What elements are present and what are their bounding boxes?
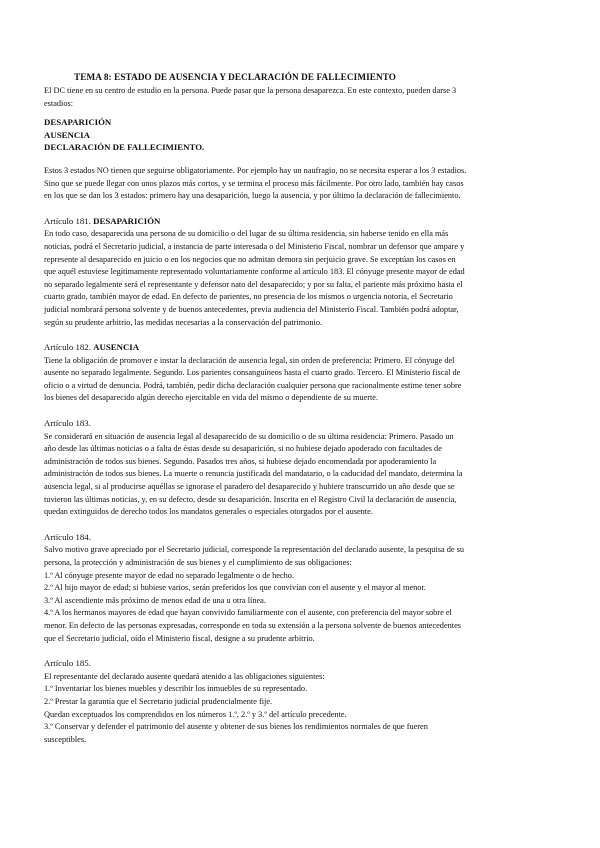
article-line: administración de todos sus bienes. La muerte o renuncia justificada del mandatario, o la caducidad del mandato, determina la (44, 469, 463, 479)
article-line: 4.º A los hermanos mayores de edad que hayan convivido familiarmente con el ausente, con preferencia del mayor sobre el (44, 608, 452, 618)
article-line: judicial nombrará persona solvente y de buenos antecedentes, previa audiencia del Ministerio Fiscal. También podrá adoptar, (44, 304, 459, 314)
intro-paragraph (44, 85, 564, 110)
article-heading (44, 531, 564, 544)
article-heading (44, 215, 564, 228)
explanation-paragraph (44, 165, 564, 203)
article-line: Se considerará en situación de ausencia legal al desaparecido de su domicilio o de su última residencia: Primero. Pasado un (44, 431, 454, 441)
stage-heading-ausencia: AUSENCIA (44, 129, 90, 140)
article-line: no separado legalmente será el representante y defensor nato del desaparecido; y por su falta, el pariente más próximo hasta el (44, 279, 463, 289)
explanation-line: Sino que se puede llegar con unos plazos más cortos, y se termina el proceso más fácilmente. Por otro lado, también hay casos (44, 178, 464, 188)
article-line: menor. En defecto de las personas expresadas, corresponde en toda su extensión a la persona solvente de buenos antecedentes (44, 620, 461, 630)
article-line: Salvo motivo grave apreciado por el Secretario judicial, corresponde la representación del declarado ausente, la pesquisa de su (44, 545, 464, 555)
article-line: ausencia legal, si al producirse aquéllas se ignorase el paradero del desaparecido y hubiere transcurrido un año desde que se (44, 482, 455, 492)
article-line: tuvieron las últimas noticias, y, en su defecto, desde su desaparición. Inscrita en el Registro Civil la declaración de ausencia, (44, 494, 457, 504)
article-heading (44, 417, 564, 430)
article-line: los bienes del desaparecido algún derecho ejercitable en vida del mismo o dependiente de su muerte. (44, 393, 379, 403)
stages-list (44, 116, 564, 154)
document-page (44, 72, 564, 746)
article-line: persona, la protección y administración de sus bienes y el cumplimiento de sus obligaciones: (44, 558, 352, 567)
article-line: administración de todos sus bienes. Segundo. Pasados tres años, si hubiese dejado encomendada por apoderamiento la (44, 456, 437, 466)
document-title: TEMA 8: ESTADO DE AUSENCIA Y DECLARACIÓN DE FALLECIMIENTO (74, 72, 397, 82)
article-heading (44, 341, 564, 354)
article-line: 2.º Al hijo mayor de edad; si hubiese varios, serán preferidos los que convivían con el ausente y el mayor al menor. (44, 583, 426, 593)
article-line: que el Secretario judicial, oído el Ministerio fiscal, designe a su prudente arbitrio. (44, 633, 315, 643)
article-184 (44, 531, 564, 645)
article-number: Artículo 181. (44, 215, 91, 226)
article-name: DESAPARICIÓN (93, 215, 161, 226)
article-line: año desde las últimas noticias o a falta de éstas desde su desaparición, si no hubiese dejado apoderado con facultades de (44, 444, 442, 454)
article-number: Artículo 183. (44, 418, 91, 429)
article-line: represente al desaparecido en juicio o en los negocios que no admitan demora sin perjuicio grave. Se exceptúan los casos en (44, 254, 456, 264)
article-number: Artículo 185. (44, 658, 91, 669)
article-183 (44, 417, 564, 519)
article-line: 1.º Al cónyuge presente mayor de edad no separado legalmente o de hecho. (44, 570, 295, 580)
article-number: Artículo 184. (44, 531, 91, 542)
article-line: 2.º Prestar la garantía que el Secretario judicial prudencialmente fije. (44, 696, 273, 706)
article-line: según su prudente arbitrio, las medidas necesarias a la conservación del patrimonio. (44, 317, 323, 327)
article-181 (44, 215, 564, 329)
article-line: quedan extinguidos de derecho todos los mandatos generales o especiales otorgados por el ausente. (44, 507, 373, 517)
article-line: susceptibles. (44, 734, 87, 744)
article-185 (44, 657, 564, 746)
article-line: 3.º Conservar y defender el patrimonio del ausente y obtener de sus bienes los rendimientos normales de que fueren (44, 722, 428, 732)
article-182 (44, 341, 564, 405)
article-line: En todo caso, desaparecida una persona de su domicilio o del lugar de su última residencia, sin haberse tenido en ella más (44, 229, 449, 239)
article-line: que aquél estuviese legítimamente representado voluntariamente conforme al artículo 183. El cónyuge presente mayor de edad (44, 267, 465, 277)
article-line: 1.º Inventariar los bienes muebles y describir los inmuebles de su representado. (44, 684, 308, 694)
intro-line: El DC tiene en su centro de estudio en la persona. Puede pasar que la persona desaparezca. En este contexto, pueden darse 3 (44, 86, 457, 95)
explanation-line: en los que se dan los 3 estados: primero hay una desaparición, luego la ausencia, y por último la declaración de fallecimiento. (44, 191, 461, 201)
article-line: Tiene la obligación de promover e instar la declaración de ausencia legal, sin orden de preferencia: Primero. El cónyuge del (44, 355, 455, 365)
article-number: Artículo 182. (44, 342, 91, 353)
article-line: ausente no separado legalmente. Segundo. Los parientes consanguíneos hasta el cuarto grado. Tercero. El Ministerio fiscal de (44, 368, 461, 378)
article-line: El representante del declarado ausente quedará atenido a las obligaciones siguientes: (44, 671, 325, 681)
article-name: AUSENCIA (93, 342, 140, 353)
stage-heading-desaparicion: DESAPARICIÓN (44, 117, 112, 128)
article-line: Quedan exceptuados los comprendidos en los números 1.º, 2.º y 3.º del artículo precedente. (44, 709, 347, 719)
article-heading (44, 657, 564, 670)
article-line: cuarto grado, también mayor de edad. En defecto de parientes, no presencia de los mismos o urgencia notoria, el Secretario (44, 292, 453, 302)
explanation-line: Estos 3 estados NO tienen que seguirse obligatoriamente. Por ejemplo hay un naufragio, no se necesita esperar a los 3 estadios. (44, 165, 467, 175)
intro-line: estadios: (44, 98, 74, 108)
article-line: oficio o a virtud de denuncia. Podrá, también, pedir dicha declaración cualquier persona que racionalmente estime tener sobre (44, 380, 462, 390)
stage-heading-fallecimiento: DECLARACIÓN DE FALLECIMIENTO. (44, 142, 205, 153)
article-line: noticias, podrá el Secretario judicial, a instancia de parte interesada o del Ministerio Fiscal, nombrar un defensor que ampare y (44, 241, 465, 251)
article-line: 3.º Al ascendiente más próximo de menos edad de una u otra línea. (44, 595, 266, 605)
